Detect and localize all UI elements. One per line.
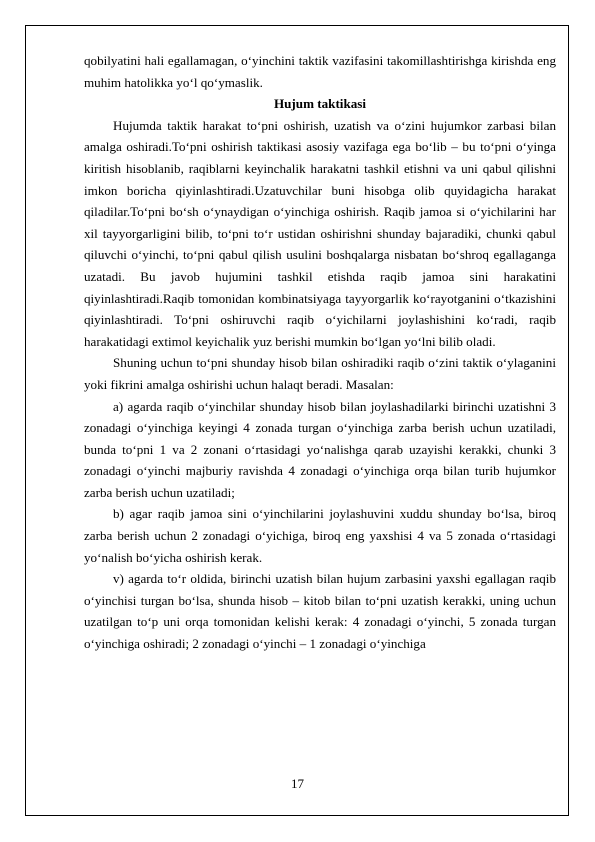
paragraph-example-intro: Shuning uchun to‘pni shunday hisob bilan oshiradiki raqib o‘zini taktik o‘ylaganini yoki fikrini amalga oshirishi uchun halaqt beradi. Masalan: (84, 355, 556, 392)
page-number: 17 (291, 776, 304, 791)
list-item-v: v) agarda to‘r oldida, birinchi uzatish bilan hujum zarbasini yaxshi egallagan raqib o‘yinchisi turgan bo‘lsa, shunda hisob – kitob bilan to‘pni uzatish kerakki, uning uchun uzatilgan to‘p uni orqa tomonidan kelishi kerak: 4 zonadagi o‘yinchi, 5 zonada turgan o‘yinchiga oshiradi; 2 zonadagi o‘yinchi – 1 zonadagi o‘yinchiga (84, 571, 556, 652)
section-heading: Hujum taktikasi (273, 96, 367, 112)
paragraph-attack-tactics: Hujumda taktik harakat to‘pni oshirish, uzatish va o‘zini hujumkor zarbasi bilan amalga oshiradi.To‘pni oshirish taktikasi asosiy vazifaga ega bo‘lib – bu to‘pni o‘yinga kiritish hisoblanib, raqiblarni keyinchalik harakatni tashkil etishni va uni qabul qilishni imkon boricha qiyinlashtiradi.Uzatuvchilar buni hisobga olib quyidagicha harakat qiladilar.To‘pni bo‘sh o‘ynaydigan o‘yinchiga oshirish. Raqib jamoa si o‘yichilarini har xil tayyorgarligini bilib, to‘pni to‘r ustidan oshirishni shunday bajaradiki, chunki qabul qiluvchi o‘yinchi, to‘pni qabul qilish usulini boshqalarga nisbatan bo‘shroq egallaganga uzatadi. Bu javob hujumini tashkil etishda raqib jamoa sini harakatini qiyinlashtiradi.Raqib tomonidan kombinatsiyaga tayyorgarlik ko‘rayotganini o‘tkazishini qiyinlashtiradi. To‘pni oshiruvchi raqib o‘yichilarni joylashishini ko‘radi, raqib harakatidagi extimol keyichalik yuz berishi mumkin bo‘lgan yo‘lni bilib oladi. (84, 117, 556, 349)
paragraph-continuation: qobilyatini hali egallamagan, o‘yinchini taktik vazifasini takomillashtirishga kirishda eng muhim hatolikka yo‘l qo‘ymaslik. (84, 53, 556, 90)
list-item-a: a) agarda raqib o‘yinchilar shunday hisob bilan joylashadilarki birinchi uzatishni 3 zonadagi o‘yinchiga keyingi 4 zonada turgan o‘yinchiga zarba berish uchun uzatiladi, bunda to‘pni 1 va 2 zonani o‘rtasidagi yo‘nalishga qarab uzayishi kerakki, chunki 3 zonadagi o‘yinchi majburiy ravishda 4 zonadagi o‘yinchiga orqa bilan turib hujumkor zarba berish uchun uzatiladi; (84, 398, 556, 500)
list-item-b: b) agar raqib jamoa sini o‘yinchilarini joylashuvini xuddu shunday bo‘lsa, biroq zarba berish uchun 2 zonadagi o‘yichiga, biroq eng yaxshisi 4 va 5 zonada o‘rtasidagi yo‘nalish bo‘yicha oshirish kerak. (84, 506, 556, 565)
document-body (84, 50, 556, 655)
